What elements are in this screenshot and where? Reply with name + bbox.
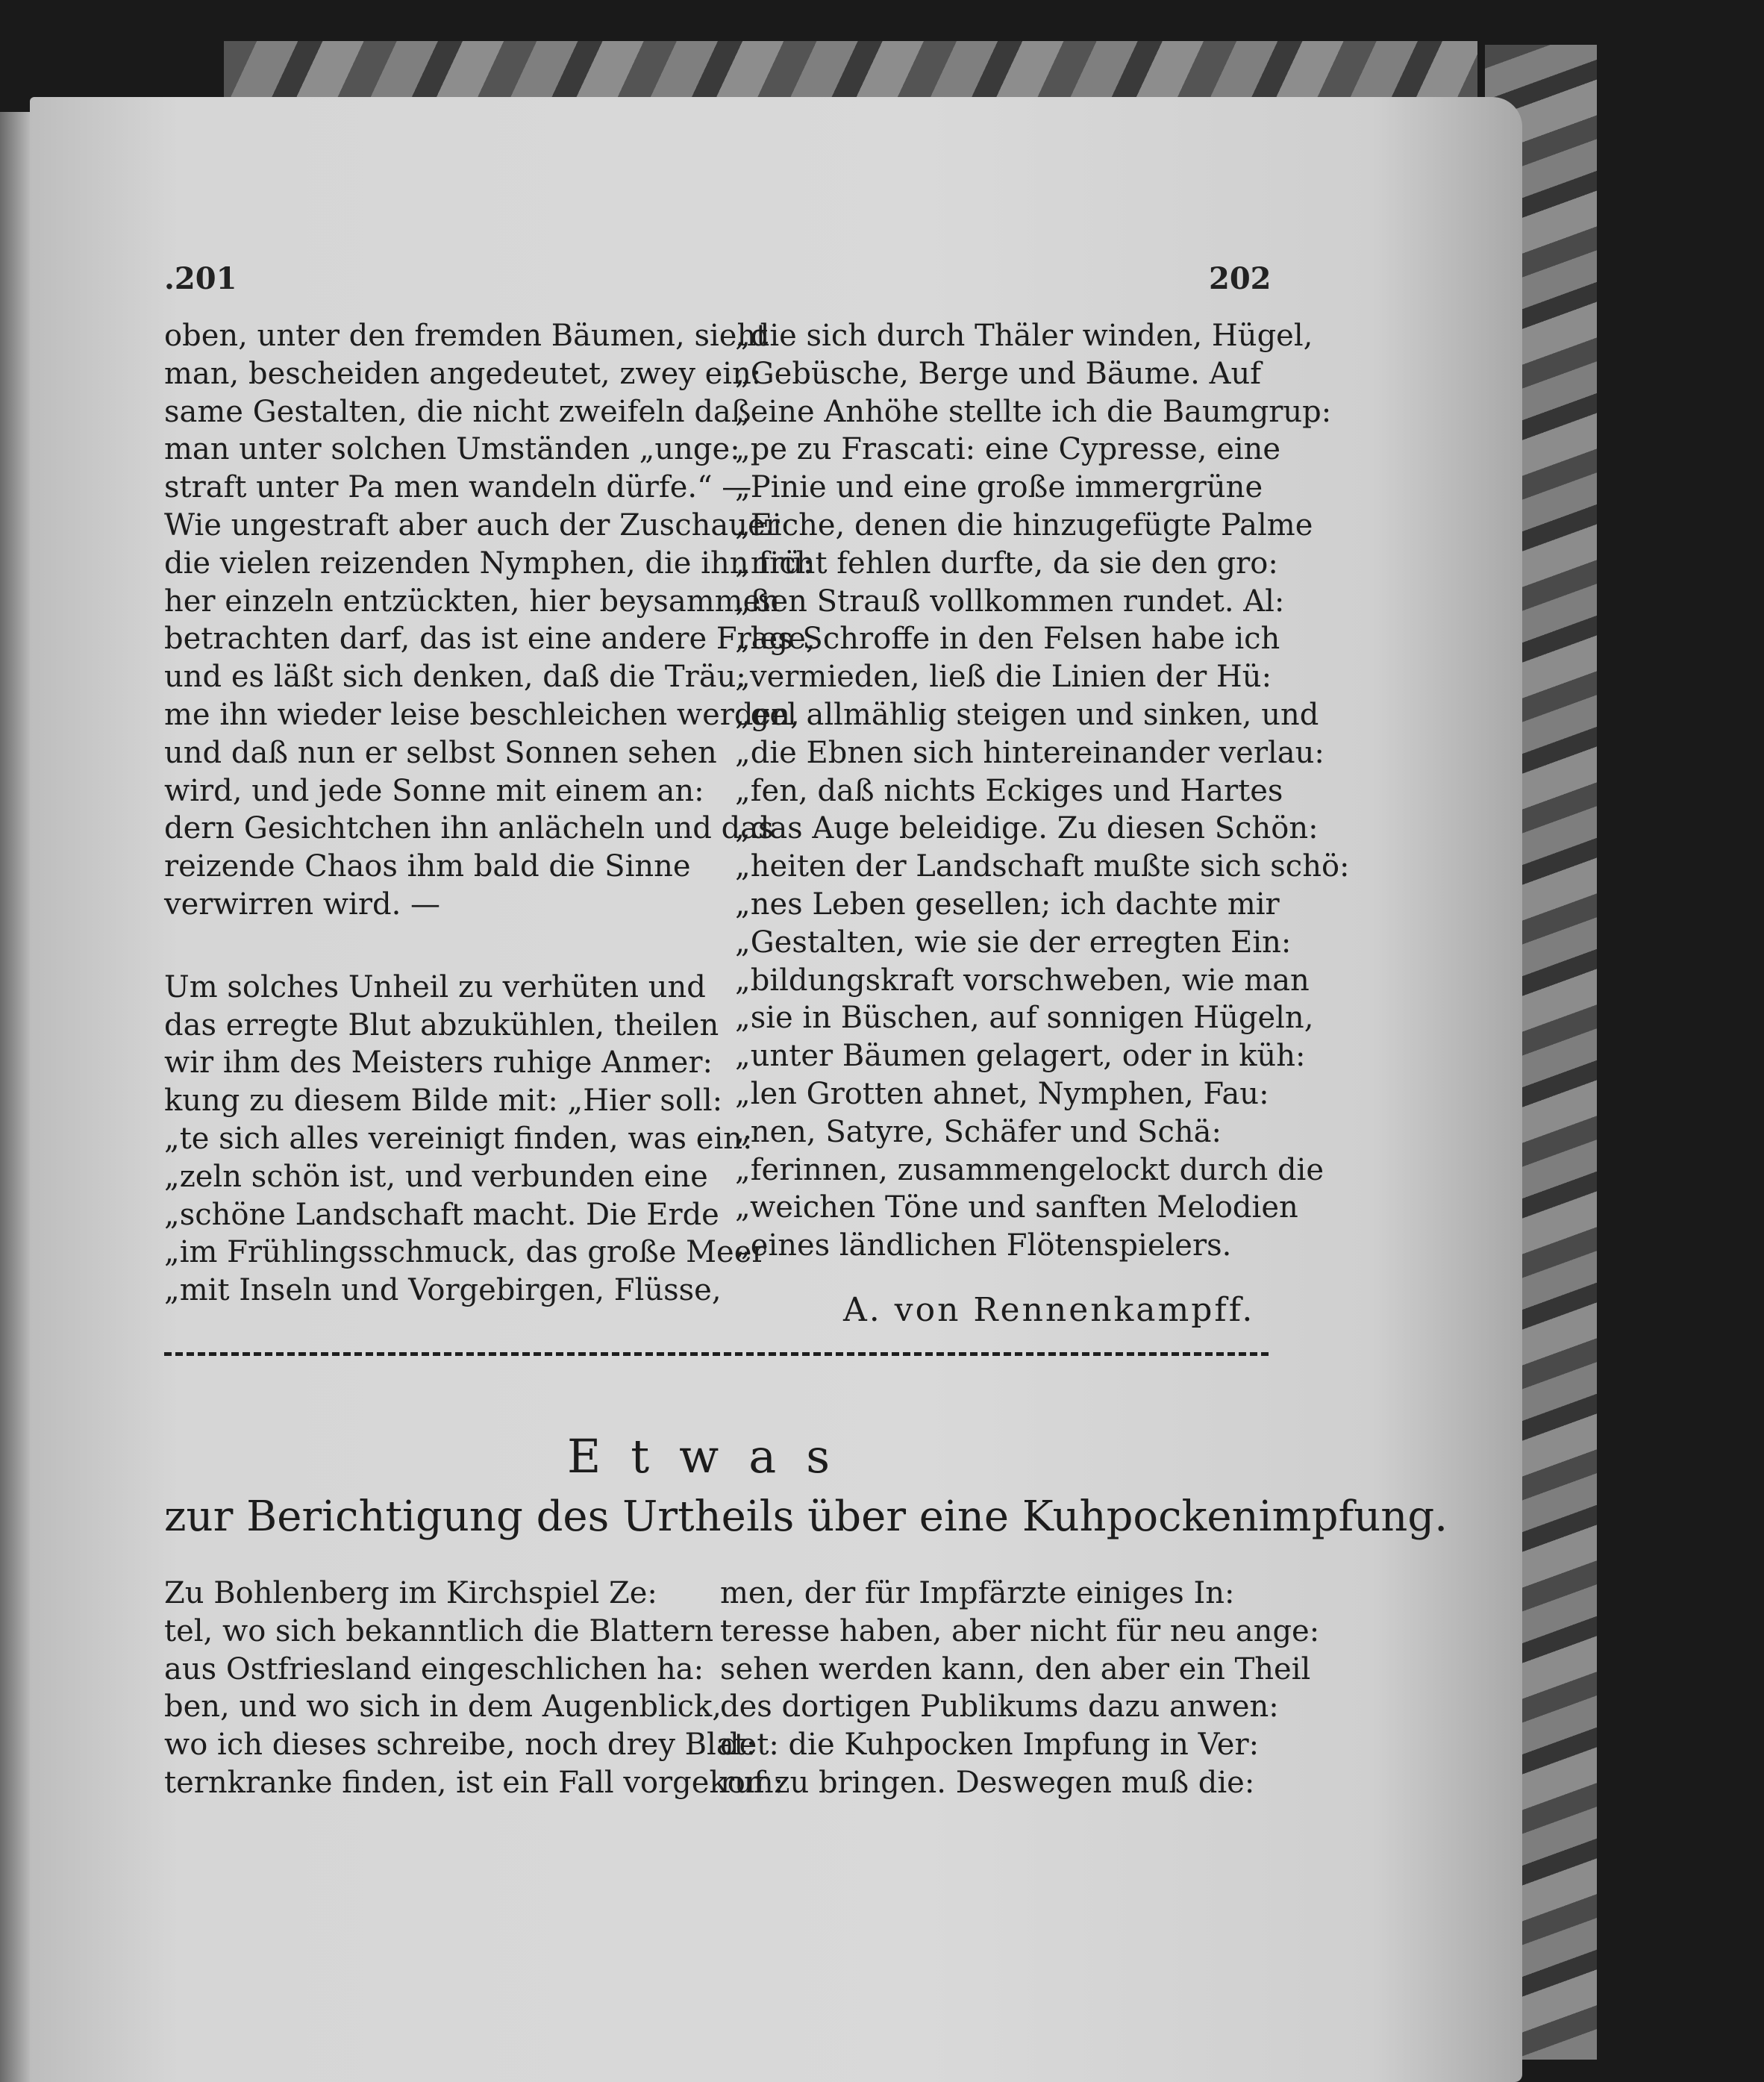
text-line: „die sich durch Thäler winden, Hügel, (735, 319, 1313, 353)
text-line: „im Frühlingsschmuck, das große Meer (164, 1235, 766, 1270)
article-subtitle: zur Berichtigung des Urtheils über eine Kuhpockenimpfung. (164, 1492, 1448, 1541)
text-line: und es läßt sich denken, daß die Träu: (164, 660, 746, 695)
author-signature: A. von Rennenkampff. (843, 1291, 1255, 1329)
text-line: „Gebüsche, Berge und Bäume. Auf (735, 356, 1262, 391)
text-line: „Pinie und eine große immergrüne (735, 470, 1263, 505)
text-line: tel, wo sich bekanntlich die Blattern (164, 1613, 714, 1648)
text-line: „fen, daß nichts Eckiges und Hartes (735, 773, 1283, 808)
text-line: „das Auge beleidige. Zu diesen Schön: (735, 811, 1319, 846)
text-line: man, bescheiden angedeutet, zwey ein: (164, 356, 762, 391)
text-line: „les Schroffe in den Felsen habe ich (735, 622, 1280, 657)
text-line: „nicht fehlen durfte, da sie den gro: (735, 545, 1278, 581)
text-line: „die Ebnen sich hintereinander verlau: (735, 735, 1324, 770)
text-line: „eine Anhöhe stellte ich die Baumgrup: (735, 394, 1332, 429)
page-number-right: 202 (1209, 261, 1272, 296)
text-line: me ihn wieder leise beschleichen werden, (164, 697, 800, 732)
text-line: „mit Inseln und Vorgebirgen, Flüsse, (164, 1273, 722, 1308)
text-line: „len Grotten ahnet, Nymphen, Fau: (735, 1076, 1269, 1111)
text-line: des dortigen Publikums dazu anwen: (720, 1689, 1279, 1725)
text-line: „te sich alles vereinigt finden, was ein: (164, 1121, 753, 1156)
text-line: kung zu diesem Bilde mit: „Hier soll: (164, 1084, 723, 1119)
text-line: „pe zu Frascati: eine Cypresse, eine (735, 432, 1281, 467)
text-line: „unter Bäumen gelagert, oder in küh: (735, 1039, 1306, 1074)
text-line: „vermieden, ließ die Linien der Hü: (735, 660, 1272, 695)
text-column-left-top (164, 317, 816, 1310)
text-line: Um solches Unheil zu verhüten und (164, 969, 706, 1004)
text-line: wir ihm des Meisters ruhige Anmer: (164, 1045, 713, 1081)
text-line: „schöne Landschaft macht. Die Erde (164, 1197, 719, 1232)
text-line: ruf zu bringen. Deswegen muß die: (720, 1765, 1255, 1800)
text-line: teresse haben, aber nicht für neu ange: (720, 1613, 1320, 1648)
text-line: „eines ländlichen Flötenspielers. (735, 1228, 1232, 1263)
text-line: dern Gesichtchen ihn anlächeln und das (164, 811, 774, 846)
text-line: „bildungskraft vorschweben, wie man (735, 963, 1310, 998)
text-line: straft unter Pa men wandeln dürfe.“ — (164, 470, 752, 505)
text-line: „Gestalten, wie sie der erregten Ein: (735, 925, 1292, 960)
text-line: „ferinnen, zusammengelockt durch die (735, 1152, 1324, 1187)
text-line: reizende Chaos ihm bald die Sinne (164, 849, 691, 884)
text-line: oben, unter den fremden Bäumen, sieht (164, 319, 769, 353)
text-line: und daß nun er selbst Sonnen sehen (164, 735, 717, 770)
text-line: „nen, Satyre, Schäfer und Schä: (735, 1114, 1222, 1149)
text-line: wird, und jede Sonne mit einem an: (164, 773, 704, 808)
article-title: Etwas (567, 1429, 860, 1484)
text-line: man unter solchen Umständen „unge: (164, 432, 740, 467)
text-line: die vielen reizenden Nymphen, die ihn frü: (164, 545, 813, 581)
text-column-right-top (735, 317, 1350, 1265)
text-line: „heiten der Landschaft mußte sich schö: (735, 849, 1350, 884)
text-line: das erregte Blut abzukühlen, theilen (164, 1007, 719, 1042)
text-line: ternkranke finden, ist ein Fall vorgekom: (164, 1765, 784, 1800)
text-line: „sie in Büschen, auf sonnigen Hügeln, (735, 1001, 1314, 1036)
text-line: det: die Kuhpocken Impfung in Ver: (720, 1728, 1260, 1763)
text-column-left-bottom (164, 1575, 784, 1802)
text-line: „weichen Töne und sanften Melodien (735, 1190, 1298, 1225)
text-line: „zeln schön ist, und verbunden eine (164, 1159, 708, 1194)
text-column-right-bottom (720, 1575, 1320, 1802)
text-line: aus Ostfriesland eingeschlichen ha: (164, 1651, 704, 1686)
facing-page-edge (0, 112, 30, 2082)
text-line: „ßen Strauß vollkommen rundet. Al: (735, 584, 1285, 619)
section-divider (164, 1352, 1269, 1356)
text-line: Zu Bohlenberg im Kirchspiel Ze: (164, 1576, 657, 1610)
text-line: ben, und wo sich in dem Augenblick, (164, 1689, 722, 1725)
page-number-left: .201 (164, 261, 237, 296)
text-line: betrachten darf, das ist eine andere Frage, (164, 622, 816, 657)
text-line: sehen werden kann, den aber ein Theil (720, 1651, 1311, 1686)
text-line: verwirren wird. — (164, 887, 440, 922)
text-line: her einzeln entzückten, hier beysammen (164, 584, 781, 619)
text-line: Wie ungestraft aber auch der Zuschauer (164, 507, 780, 543)
text-line: „gel allmählig steigen und sinken, und (735, 697, 1319, 732)
text-line: wo ich dieses schreibe, noch drey Blat: (164, 1728, 757, 1763)
text-line: „Eiche, denen die hinzugefügte Palme (735, 507, 1313, 543)
text-line: „nes Leben gesellen; ich dachte mir (735, 887, 1280, 922)
text-line: men, der für Impfärzte einiges In: (720, 1576, 1235, 1610)
text-line: same Gestalten, die nicht zweifeln daß (164, 394, 751, 429)
